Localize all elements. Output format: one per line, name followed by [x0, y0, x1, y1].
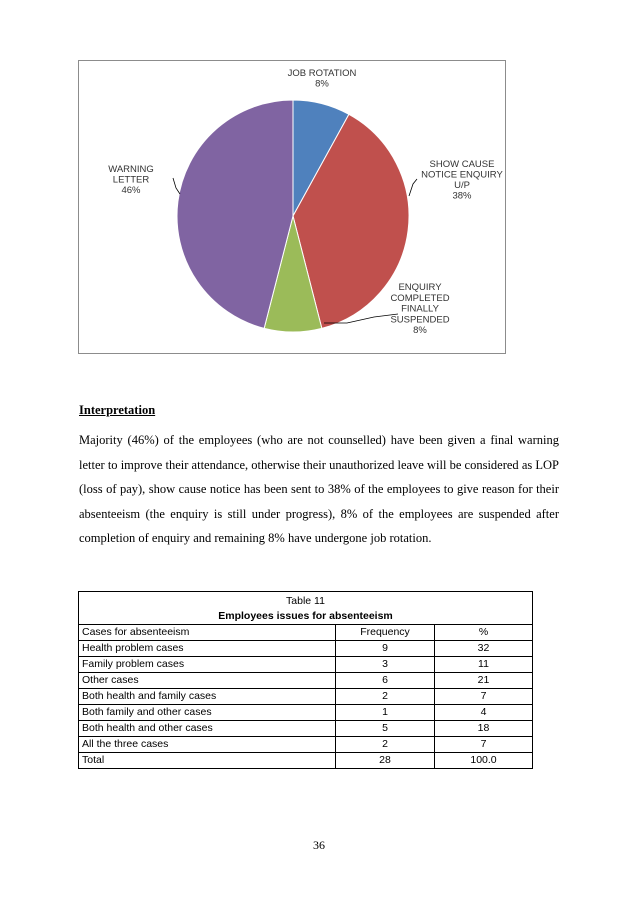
pie-chart-frame — [78, 60, 506, 354]
pie-chart — [79, 61, 507, 355]
cell-frequency: 5 — [336, 721, 435, 737]
pie-label-2-line-1: COMPLETED — [390, 292, 450, 304]
pie-leader-line-0 — [409, 179, 417, 196]
cell-percent: 18 — [435, 721, 533, 737]
pie-label-0-line-1: 8% — [315, 78, 329, 90]
cell-percent: 21 — [435, 673, 533, 689]
cell-percent: 4 — [435, 705, 533, 721]
table-row — [79, 641, 533, 657]
table-row — [79, 721, 533, 737]
pie-label-3-line-1: LETTER — [112, 174, 150, 186]
cell-case: Family problem cases — [79, 657, 336, 673]
cell-percent: 100.0 — [435, 753, 533, 769]
cell-frequency: 6 — [336, 673, 435, 689]
pie-label-2-line-2: FINALLY — [401, 303, 439, 315]
pie-label-2-line-4: 8% — [413, 325, 427, 337]
interpretation-heading: Interpretation — [79, 403, 156, 417]
cell-percent: 11 — [435, 657, 533, 673]
pie-label-0-line-0: JOB ROTATION — [287, 68, 357, 79]
pie-label-3-line-0: WARNING — [108, 164, 154, 175]
pie-label-3-line-2: 46% — [121, 185, 141, 196]
cell-case: Both health and other cases — [79, 721, 336, 737]
table-row — [79, 753, 533, 769]
cell-case: Total — [79, 753, 336, 769]
page-number: 36 — [313, 838, 325, 852]
table-header-row — [79, 625, 533, 641]
pie-label-2-line-0: ENQUIRY — [398, 282, 442, 293]
cell-frequency: 2 — [336, 737, 435, 753]
absenteeism-table-wrapper — [78, 591, 533, 769]
pie-label-1-line-2: U/P — [454, 180, 470, 191]
pie-label-1-line-0: SHOW CAUSE — [429, 159, 495, 170]
table-caption-row — [79, 592, 533, 625]
cell-frequency: 28 — [336, 753, 435, 769]
pie-label-2-line-3: SUSPENDED — [390, 314, 450, 326]
cell-percent: 7 — [435, 737, 533, 753]
header-cases: Cases for absenteeism — [79, 625, 336, 641]
cell-percent: 7 — [435, 689, 533, 705]
table-row — [79, 689, 533, 705]
table-caption — [79, 592, 533, 625]
table-row — [79, 737, 533, 753]
pie-leader-line-2 — [173, 178, 180, 194]
table-row — [79, 705, 533, 721]
pie-label-1-line-3: 38% — [452, 190, 472, 202]
cell-frequency: 9 — [336, 641, 435, 657]
pie-label-1-line-1: NOTICE ENQUIRY — [421, 169, 503, 181]
cell-frequency: 1 — [336, 705, 435, 721]
cell-frequency: 3 — [336, 657, 435, 673]
cell-case: Other cases — [79, 673, 336, 689]
header-percent: % — [435, 625, 533, 641]
cell-percent: 32 — [435, 641, 533, 657]
header-frequency: Frequency — [336, 625, 435, 641]
table-row — [79, 657, 533, 673]
cell-case: All the three cases — [79, 737, 336, 753]
cell-frequency: 2 — [336, 689, 435, 705]
cell-case: Both family and other cases — [79, 705, 336, 721]
table-number: Table 11 — [286, 595, 325, 607]
interpretation-paragraph: Majority (46%) of the employees (who are not counselled) have been given a final warning letter to improve their attendance, otherwise their unauthorized leave will be considered as LOP (loss of pay), show cause notice has been sent to 38% of the employees to give reason for their absenteeism (the enquiry is still under progress), 8% of the employees are suspended after completion of enquiry and remaining 8% have undergone job rotation. — [79, 433, 559, 545]
cell-case: Health problem cases — [79, 641, 336, 657]
absenteeism-table — [78, 591, 533, 769]
table-row — [79, 673, 533, 689]
cell-case: Both health and family cases — [79, 689, 336, 705]
table-title: Employees issues for absenteeism — [218, 610, 393, 622]
